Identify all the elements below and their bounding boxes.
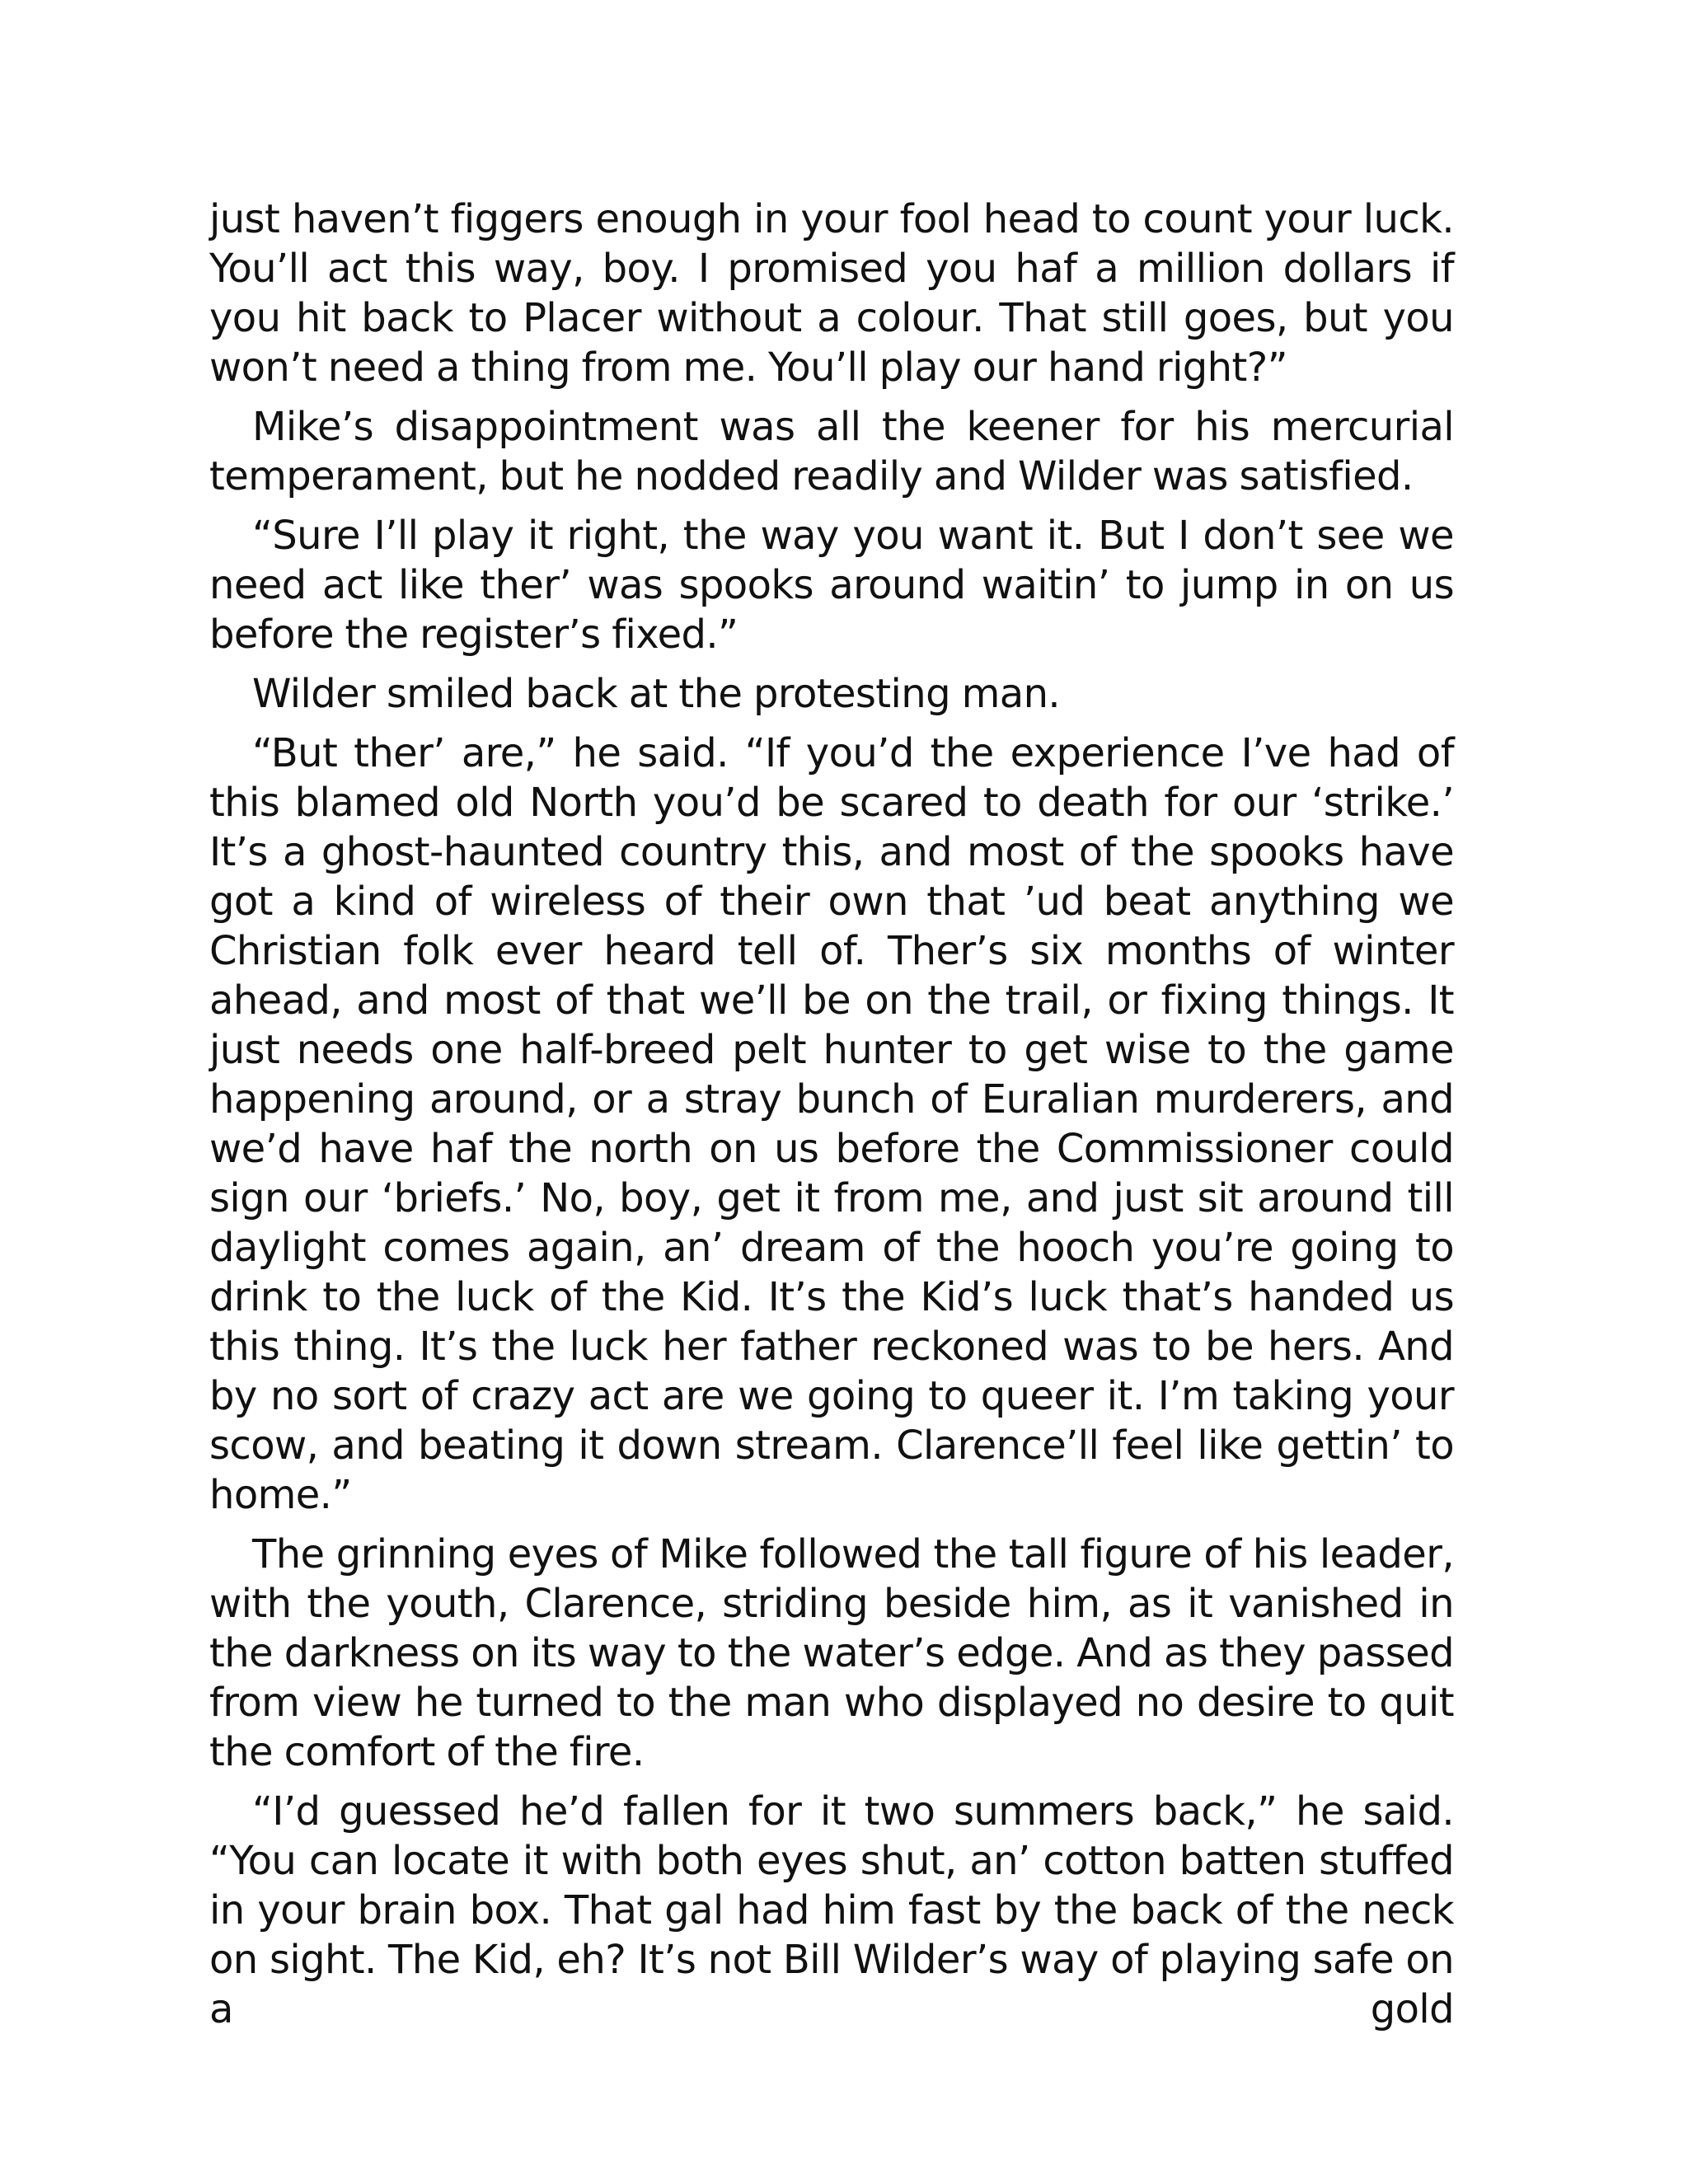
paragraph-sure-play-right: “Sure I’ll play it right, the way you want it. But I don’t see we need act like ther’ was spooks around waitin’ to jump in on us before the register’s fixed.” xyxy=(209,513,1454,658)
paragraph-guessed-fallen: “I’d guessed he’d fallen for it two summers back,” he said. “You can locate it with both eyes shut, an’ cotton batten stuffed in your brain box. That gal had him fast by the back of the neck on sight. The Kid, eh? It’s not Bill Wilder’s way of playing safe on a gold xyxy=(209,1788,1454,2032)
paragraph-but-ther-are: “But ther’ are,” he said. “If you’d the experience I’ve had of this blamed old North you’d be scared to death for our ‘strike.’ It’s a ghost-haunted country this, and most of the spooks have got a kind of wireless of their own that ’ud beat anything we Christian folk ever heard tell of. Ther’s six months of winter ahead, and most of that we’ll be on the trail, or fixing things. It just needs one half-breed pelt hunter to get wise to the game happening around, or a stray bunch of Euralian murderers, and we’d have haf the north on us before the Commissioner could sign our ‘briefs.’ No, boy, get it from me, and just sit around till daylight comes again, an’ dream of the hooch you’re going to drink to the luck of the Kid. It’s the Kid’s luck that’s handed us this thing. It’s the luck her father reckoned was to be hers. And by no sort of crazy act are we going to queer it. I’m taking your scow, and beating it down stream. Clarence’ll feel like gettin’ to home.” xyxy=(209,730,1454,1518)
body-text xyxy=(209,194,1454,2044)
paragraph-wilder-smiled: Wilder smiled back at the protesting man. xyxy=(252,671,1061,717)
paragraph-grinning-eyes: The grinning eyes of Mike followed the tall figure of his leader, with the youth, Clarence, striding beside him, as it vanished in the darkness on its way to the water’s edge. And as they passed from view he turned to the man who displayed no desire to quit the comfort of the fire. xyxy=(209,1531,1454,1775)
paragraph-mike-disappointment: Mike’s disappointment was all the keener for his mercurial temperament, but he nodded readily and Wilder was satisfied. xyxy=(209,404,1454,499)
paragraph-continued: just haven’t figgers enough in your fool head to count your luck. You’ll act this way, boy. I promised you haf a million dollars if you hit back to Placer without a colour. That still goes, but you won’t need a thing from me. You’ll play our hand right?” xyxy=(209,196,1454,391)
